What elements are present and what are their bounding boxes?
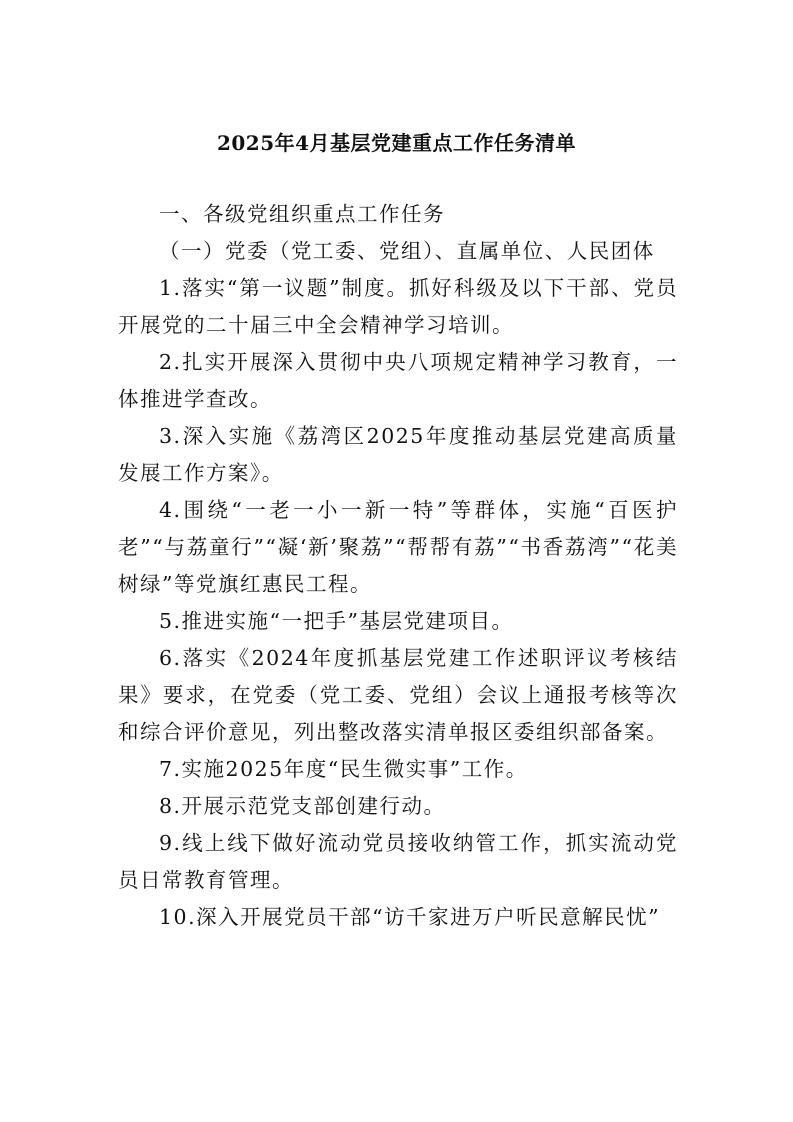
task-item-8: 8.开展示范党支部创建行动。: [159, 794, 446, 818]
document-title: 2025年4月基层党建重点工作任务清单: [216, 131, 577, 155]
subsection-heading: （一）党委（党工委、党组）、直属单位、人民团体: [159, 239, 655, 263]
task-item-9: 9.线上线下做好流动党员接收纳管工作，抓实流动党员日常教育管理。: [118, 831, 678, 892]
task-item-4: 4.围绕“一老一小一新一特”等群体，实施“百医护老”“与荔童行”“凝‘新’聚荔”“帮帮有荔”“书香荔湾”“花美树绿”等党旗红惠民工程。: [118, 498, 678, 596]
document-body: [118, 196, 678, 936]
task-item-2: 2.扎实开展深入贯彻中央八项规定精神学习教育，一体推进学查改。: [118, 350, 678, 411]
task-item-5: 5.推进实施“一把手”基层党建项目。: [159, 609, 514, 633]
task-item-10: 10.深入开展党员干部“访千家进万户听民意解民忧”: [159, 905, 661, 929]
task-item-6: 6.落实《2024年度抓基层党建工作述职评议考核结果》要求，在党委（党工委、党组）会议上通报考核等次和综合评价意见，列出整改落实清单报区委组织部备案。: [118, 646, 678, 744]
section-heading: 一、各级党组织重点工作任务: [159, 202, 445, 226]
task-item-7: 7.实施2025年度“民生微实事”工作。: [159, 757, 528, 781]
task-item-1: 1.落实“第一议题”制度。抓好科级及以下干部、党员开展党的二十届三中全会精神学习培训。: [118, 276, 678, 337]
task-item-3: 3.深入实施《荔湾区2025年度推动基层党建高质量发展工作方案》。: [118, 424, 678, 485]
